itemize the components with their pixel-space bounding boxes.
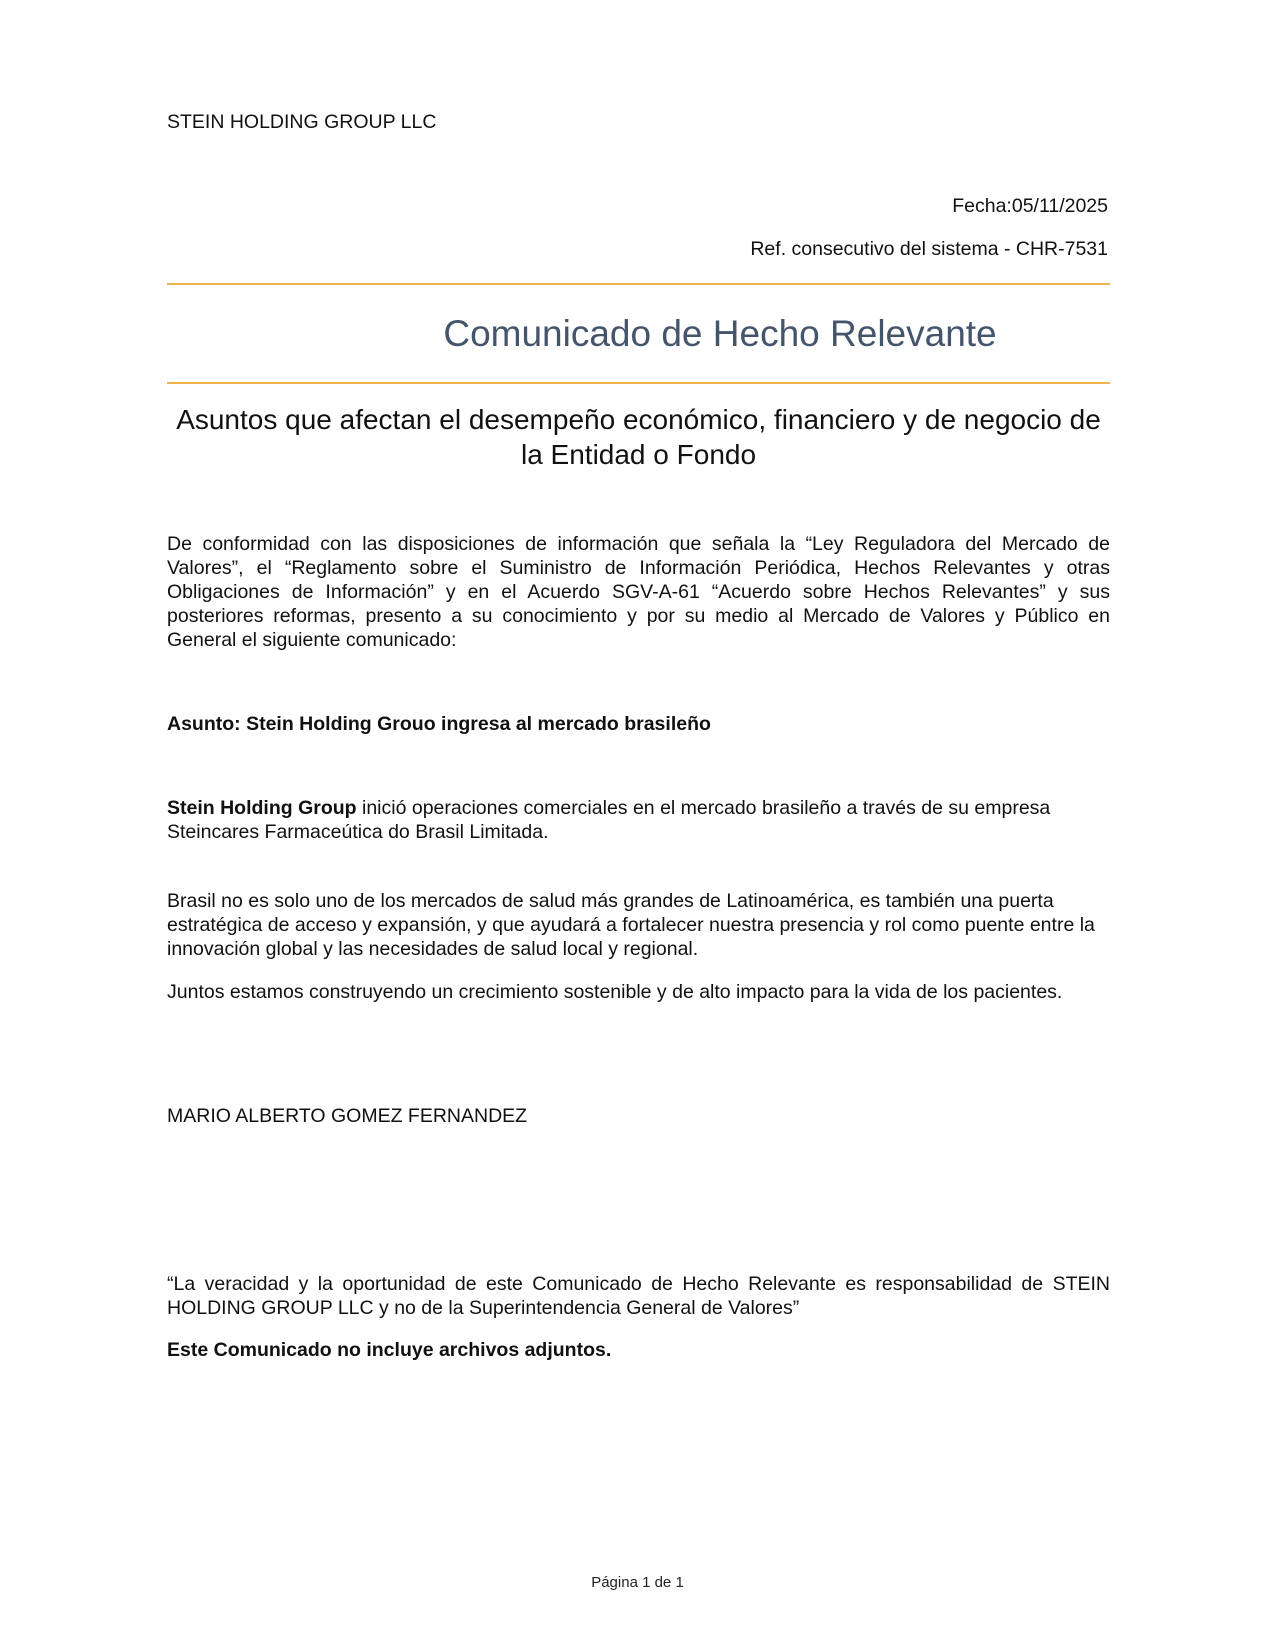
subtitle: Asuntos que afectan el desempeño económico, financiero y de negocio de la Entidad o Fondo [176, 404, 1101, 470]
page-title: Comunicado de Hecho Relevante [443, 313, 997, 354]
attachments-note: Este Comunicado no incluye archivos adjuntos. [167, 1339, 612, 1361]
company-highlight: Stein Holding Group [167, 797, 357, 819]
intro-paragraph: De conformidad con las disposiciones de información que señala la “Ley Reguladora del Mercado de Valores”, el “Reglamento sobre el Suministro de Información Periódica, Hechos Relevantes y otras Obligaciones de Información” y en el Acuerdo SGV-A-61 “Acuerdo sobre Hechos Relevantes” y sus posteriores reformas, presento a su conocimiento y por su medio al Mercado de Valores y Público en General el siguiente comunicado: [167, 533, 1110, 651]
paragraph-1-text: inició operaciones comerciales en el mercado brasileño a través de su empresa Steincares Farmaceútica do Brasil Limitada. [167, 797, 1051, 843]
body-paragraph-3: Juntos estamos construyendo un crecimiento sostenible y de alto impacto para la vida de los pacientes. [167, 981, 1063, 1003]
document-date: Fecha:05/11/2025 [952, 195, 1108, 217]
company-name: STEIN HOLDING GROUP LLC [167, 111, 437, 133]
divider-top [167, 283, 1110, 285]
body-paragraph-2: Brasil no es solo uno de los mercados de salud más grandes de Latinoamérica, es también una puerta estratégica de acceso y expansión, y que ayudará a fortalecer nuestra presencia y rol como puente entre la innovación global y las necesidades de salud local y regional. [167, 890, 1095, 960]
body-paragraph-1 [167, 796, 1110, 844]
disclaimer: “La veracidad y la oportunidad de este Comunicado de Hecho Relevante es responsabilidad de STEIN HOLDING GROUP LLC y no de la Superintendencia General de Valores” [167, 1273, 1110, 1319]
signer-name: MARIO ALBERTO GOMEZ FERNANDEZ [167, 1105, 528, 1127]
system-reference: Ref. consecutivo del sistema - CHR-7531 [750, 238, 1108, 260]
divider-bottom [167, 382, 1110, 384]
subject-line: Asunto: Stein Holding Grouo ingresa al mercado brasileño [167, 713, 711, 735]
page-number: Página 1 de 1 [591, 1574, 684, 1591]
